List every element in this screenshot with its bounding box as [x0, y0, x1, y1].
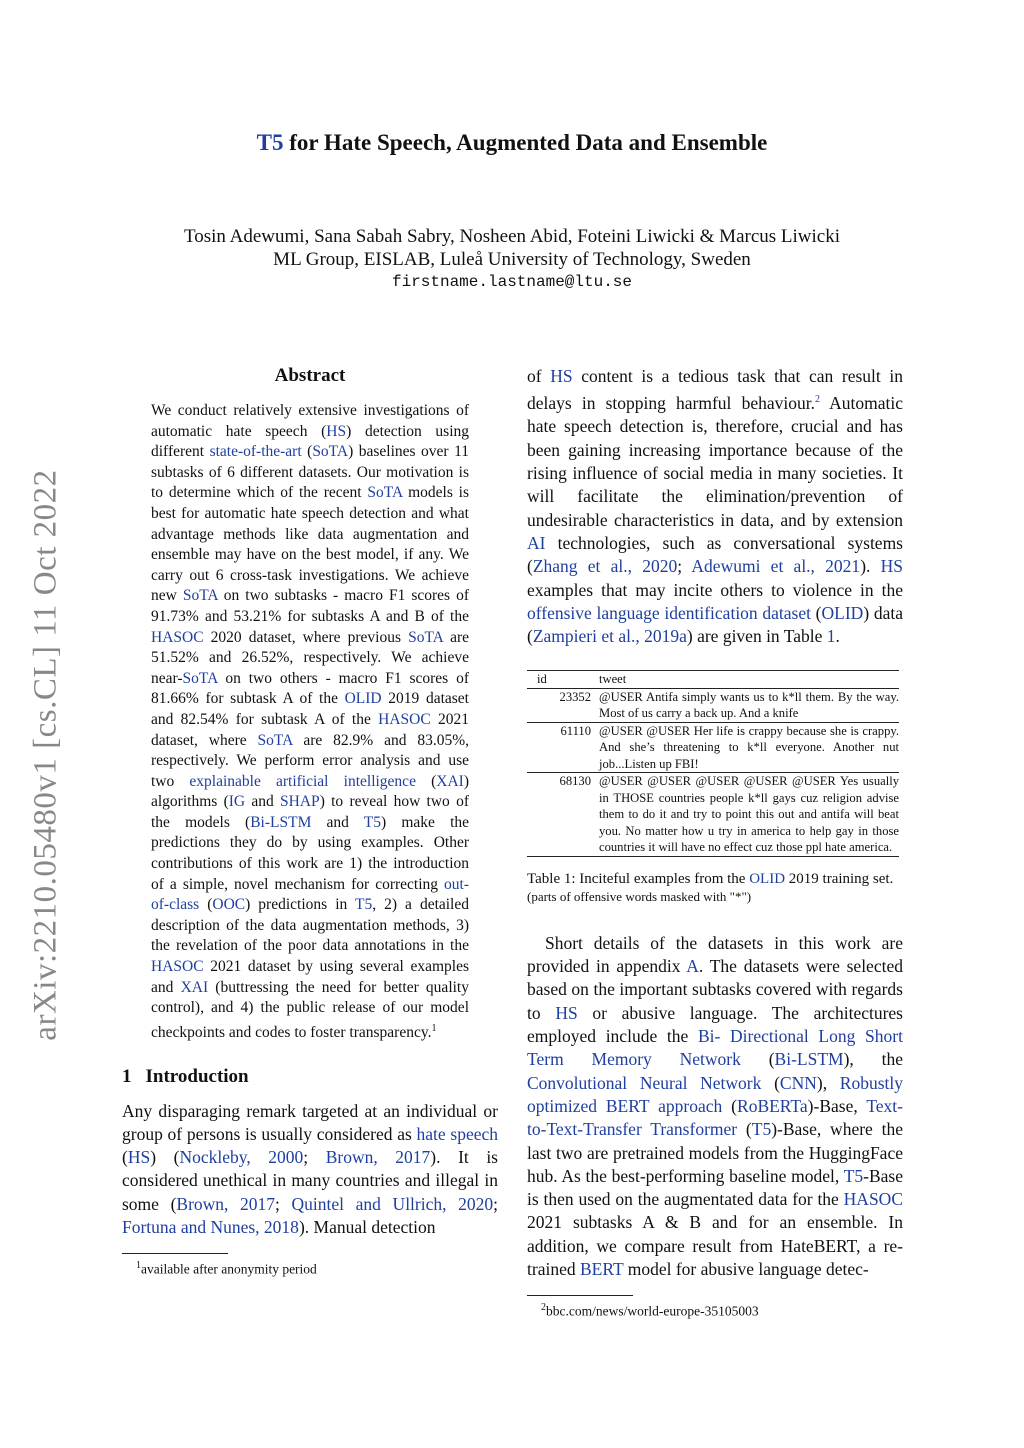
- text-run: ).: [860, 556, 881, 577]
- table-caption: [527, 871, 903, 906]
- acronym-link[interactable]: SoTA: [408, 628, 444, 646]
- citation-link[interactable]: Zhang et al., 2020: [532, 556, 678, 577]
- acronym-link[interactable]: AI: [527, 532, 546, 553]
- citation-link[interactable]: Brown, 2017: [325, 1147, 431, 1168]
- text-run: (: [737, 1119, 752, 1140]
- text-run: ) algorithms (: [151, 772, 470, 811]
- section-title: Introduction: [145, 1065, 249, 1087]
- text-run: model for abusive language detec-: [623, 1259, 869, 1280]
- text-run: 2021 dataset, where: [151, 710, 469, 749]
- section-number: 1: [122, 1065, 132, 1087]
- footnote-2: [541, 1302, 903, 1320]
- footnote-text: bbc.com/news/world-europe-35105003: [546, 1303, 759, 1319]
- text-run: )-Base, where the last two are pretrained models from the HuggingFace hub. As the best-performing baseline model,: [527, 1119, 903, 1186]
- text-run: technologies, such as conversational systems (: [527, 532, 903, 577]
- acronym-link[interactable]: Text-to-Text-Transfer Transformer: [527, 1095, 903, 1140]
- footnote-divider: [527, 1295, 633, 1296]
- text-run: 2019 dataset and 82.54% for subtask A of the: [151, 690, 469, 728]
- right-paragraph-2: [527, 932, 903, 1281]
- text-run: ) data (: [527, 602, 903, 647]
- text-run: (buttressing the need for better quality control), and 4) the public release of our model checkpoints and codes to foster transparency.: [151, 978, 469, 1041]
- arxiv-sidebar: [26, 455, 66, 1055]
- text-run: (: [199, 896, 213, 914]
- text-run: (: [810, 602, 822, 623]
- table-header-tweet: tweet: [599, 671, 899, 689]
- text-run: (: [301, 443, 313, 461]
- acronym-link[interactable]: SoTA: [312, 443, 349, 461]
- acronym-link[interactable]: IG: [228, 793, 246, 811]
- text-run: 2021 subtasks A & B and for an ensemble. In addition, we compare result from HateBERT, a re-trained: [527, 1212, 903, 1280]
- acronym-link[interactable]: XAI: [180, 978, 209, 996]
- footnote-mark: 1: [136, 1260, 141, 1272]
- table-row: [527, 688, 899, 722]
- acronym-link[interactable]: CNN: [779, 1072, 817, 1093]
- author-names: Tosin Adewumi, Sana Sabah Sabry, Nosheen Abid, Foteini Liwicki & Marcus Liwicki: [183, 226, 841, 247]
- text-run: 2021 dataset by using several examples and: [151, 958, 469, 996]
- acronym-link[interactable]: OOC: [212, 896, 246, 914]
- text-run: content is a tedious task that can result in delays in stopping harmful behaviour.: [527, 366, 903, 414]
- table-row: [527, 773, 899, 857]
- title-link-t5[interactable]: T5: [256, 130, 284, 155]
- acronym-link[interactable]: HS: [880, 556, 904, 577]
- acronym-link[interactable]: XAI: [436, 772, 464, 790]
- text-run: ),: [816, 1072, 840, 1093]
- acronym-link[interactable]: SoTA: [367, 484, 403, 502]
- acronym-link[interactable]: T5: [751, 1119, 772, 1140]
- text-run: )-Base,: [807, 1095, 867, 1116]
- acronym-link[interactable]: SHAP: [280, 793, 320, 811]
- footnote-divider: [122, 1253, 228, 1254]
- text-run: ). Manual detection: [298, 1217, 436, 1238]
- text-run: (: [415, 772, 437, 790]
- text-run: (: [761, 1072, 780, 1093]
- text-run: Table 1: Inciteful examples from the: [527, 870, 750, 887]
- right-column: [527, 365, 903, 1320]
- arxiv-id: arXiv:2210.05480v1 [cs.CL] 11 Oct 2022: [27, 469, 64, 1041]
- text-run: .: [835, 626, 840, 647]
- text-run: ;: [493, 1193, 498, 1214]
- footnote-marker[interactable]: 2: [814, 394, 820, 406]
- acronym-link[interactable]: HS: [326, 422, 347, 440]
- acronym-link[interactable]: HS: [555, 1002, 578, 1023]
- text-run: ) are given in Table: [686, 626, 827, 647]
- section-heading-introduction: [122, 1066, 498, 1088]
- acronym-link[interactable]: HASOC: [151, 958, 204, 976]
- acronym-link[interactable]: Bi- Directional Long Short Term Memory Network: [527, 1026, 903, 1070]
- citation-link[interactable]: Adewumi et al., 2021: [691, 556, 861, 577]
- text-run: . The datasets were selected based on the important subtasks covered with regards to: [527, 956, 903, 1023]
- text-run: of: [527, 366, 551, 386]
- text-run: , 2) a detailed description of the data augmentation methods, 3) the revelation of the poor data annotations in the: [151, 896, 469, 955]
- table-cell-id: 23352: [527, 688, 599, 722]
- acronym-link[interactable]: SoTA: [257, 731, 293, 749]
- text-run: and: [311, 813, 364, 831]
- text-run: on two others - macro F1 scores of 81.66% for subtask A of the: [151, 669, 469, 708]
- table-header-row: [527, 671, 899, 689]
- citation-link[interactable]: Fortuna and Nunes, 2018: [122, 1217, 299, 1238]
- acronym-link[interactable]: Bi-LSTM: [774, 1049, 844, 1070]
- acronym-link[interactable]: T5: [363, 813, 382, 831]
- text-run: 2019 training set.: [785, 870, 894, 887]
- text-run: ), the: [843, 1049, 903, 1070]
- table-cell-tweet: @USER @USER @USER @USER @USER Yes usually in THOSE countries people k*ll gays cuz religion advise them to do it and try to point this out and antifa will beat you. No matter how u try in america to help gay in those countries it will have no effect cuz those ppl hate america.: [599, 774, 899, 855]
- table-row: [527, 722, 899, 773]
- text-run: ) to reveal how two of the models (: [151, 793, 469, 831]
- text-run: ;: [275, 1193, 292, 1214]
- table-cell-id: 68130: [527, 773, 599, 857]
- footnote-mark: 2: [541, 1302, 546, 1314]
- paper-title: [0, 130, 1024, 156]
- text-run: ) baselines over 11 subtasks of 6 different datasets. Our motivation is to determine which of the recent: [151, 443, 469, 502]
- acronym-link[interactable]: RoBERTa: [737, 1095, 808, 1116]
- text-run: ) (: [150, 1147, 180, 1168]
- acronym-link[interactable]: Bi-LSTM: [250, 813, 312, 831]
- right-paragraph-1: [527, 365, 903, 648]
- footnote-text: available after anonymity period: [141, 1261, 317, 1277]
- text-run: ) detection using different: [151, 422, 470, 461]
- acronym-link[interactable]: offensive language identification dataset: [527, 602, 811, 623]
- abstract-text: [151, 401, 469, 1044]
- acronym-link[interactable]: HS: [127, 1147, 151, 1168]
- acronym-link[interactable]: hate speech: [416, 1123, 498, 1144]
- text-run: We conduct relatively extensive investigations of automatic hate speech (: [151, 402, 469, 440]
- author-block: [0, 225, 1024, 294]
- text-run: or abusive language. The architectures employed include the: [527, 1002, 903, 1047]
- acronym-link[interactable]: HS: [550, 366, 573, 386]
- acronym-link[interactable]: OLID: [344, 690, 382, 708]
- acronym-link[interactable]: SoTA: [182, 587, 218, 605]
- acronym-link[interactable]: T5: [843, 1165, 864, 1186]
- acronym-link[interactable]: Robustly optimized BERT approach: [527, 1072, 903, 1116]
- acronym-link[interactable]: OLID: [821, 602, 864, 623]
- acronym-link[interactable]: OLID: [749, 870, 786, 887]
- appendix-link[interactable]: A: [686, 956, 699, 977]
- text-run: are 82.9% and 83.05%, respectively. We perform error analysis and use two: [151, 731, 470, 790]
- citation-link[interactable]: Zampieri et al., 2019a: [532, 626, 687, 647]
- text-run: ) make the predictions they do by using examples. Other contributions of this work are 1) the introduction of a simple, novel mechanism for correcting: [151, 813, 470, 893]
- text-run: (: [122, 1147, 128, 1168]
- text-run: Automatic hate speech detection is, therefore, crucial and has been gaining increasing importance because of the rising influence of social media in many societies. It will facilitate the elimination/prevention of undesirable characteristics in data, and by extension: [527, 393, 903, 530]
- acronym-link[interactable]: T5: [355, 896, 373, 914]
- acronym-link[interactable]: explainable artificial intelligence: [189, 772, 416, 790]
- text-run: 2020 dataset, where previous: [203, 628, 409, 646]
- tweet-table: [527, 670, 899, 857]
- text-run: are 51.52% and 26.52%, respectively. We achieve near-: [151, 628, 470, 687]
- author-affiliation: ML Group, EISLAB, Luleå University of Technology, Sweden: [273, 249, 751, 270]
- text-run: and: [245, 793, 281, 811]
- author-email: firstname.lastname@ltu.se: [391, 273, 633, 291]
- acronym-link[interactable]: Convolutional Neural Network: [527, 1072, 762, 1093]
- acronym-link[interactable]: out-of-class: [151, 875, 469, 914]
- table-cell-tweet: @USER Antifa simply wants us to k*ll them. By the way. Most of us carry a back up. And a knife: [599, 689, 899, 721]
- text-run: -Base is then used on the augmentated data for the: [527, 1165, 903, 1210]
- text-run: examples that may incite others to violence in the: [527, 579, 903, 600]
- acronym-link[interactable]: HASOC: [151, 628, 204, 646]
- acronym-link[interactable]: HASOC: [843, 1189, 903, 1210]
- table-cell-tweet: @USER @USER Her life is crappy because she is crappy. And she’s threatening to k*ll everyone. Another nut job...Listen up FBI!: [599, 723, 899, 771]
- title-rest: for Hate Speech, Augmented Data and Ensemble: [283, 130, 768, 155]
- text-run: ) predictions in: [245, 896, 355, 914]
- text-run: ). It is considered unethical in many countries and illegal in some (: [122, 1147, 498, 1214]
- text-run: ;: [677, 556, 692, 577]
- footnote-marker[interactable]: 1: [431, 1022, 437, 1034]
- text-run: (: [740, 1049, 775, 1070]
- text-run: models is best for automatic hate speech detection and what advantage methods like data augmentation and ensemble may have on the best model, if any. We carry out 6 cross-task investigations. We achieve new: [151, 484, 469, 605]
- acronym-link[interactable]: BERT: [579, 1259, 624, 1280]
- table-cell-id: 61110: [527, 722, 599, 773]
- footnote-1: [136, 1260, 498, 1278]
- introduction-paragraph: [122, 1100, 498, 1240]
- text-run: on two subtasks - macro F1 scores of 91.73% and 53.21% for subtasks A and B of the: [151, 587, 469, 625]
- table-header-id: id: [527, 671, 599, 689]
- caption-note: (parts of offensive words masked with "*"): [527, 888, 752, 904]
- acronym-link[interactable]: HASOC: [378, 710, 431, 728]
- citation-link[interactable]: Quintel and Ullrich, 2020: [291, 1193, 494, 1214]
- text-run: Short details of the datasets in this work are provided in appendix: [527, 932, 903, 977]
- acronym-link[interactable]: state-of-the-art: [209, 443, 302, 461]
- citation-link[interactable]: Brown, 2017: [176, 1193, 276, 1214]
- left-column: [122, 365, 498, 1278]
- acronym-link[interactable]: SoTA: [182, 669, 218, 687]
- table-ref-link[interactable]: 1: [826, 626, 836, 647]
- text-run: Any disparaging remark targeted at an individual or group of persons is usually considered as: [122, 1100, 498, 1144]
- text-run: (: [722, 1095, 738, 1116]
- text-run: ;: [303, 1147, 326, 1168]
- abstract-heading: Abstract: [274, 365, 346, 386]
- citation-link[interactable]: Nockleby, 2000: [179, 1147, 304, 1168]
